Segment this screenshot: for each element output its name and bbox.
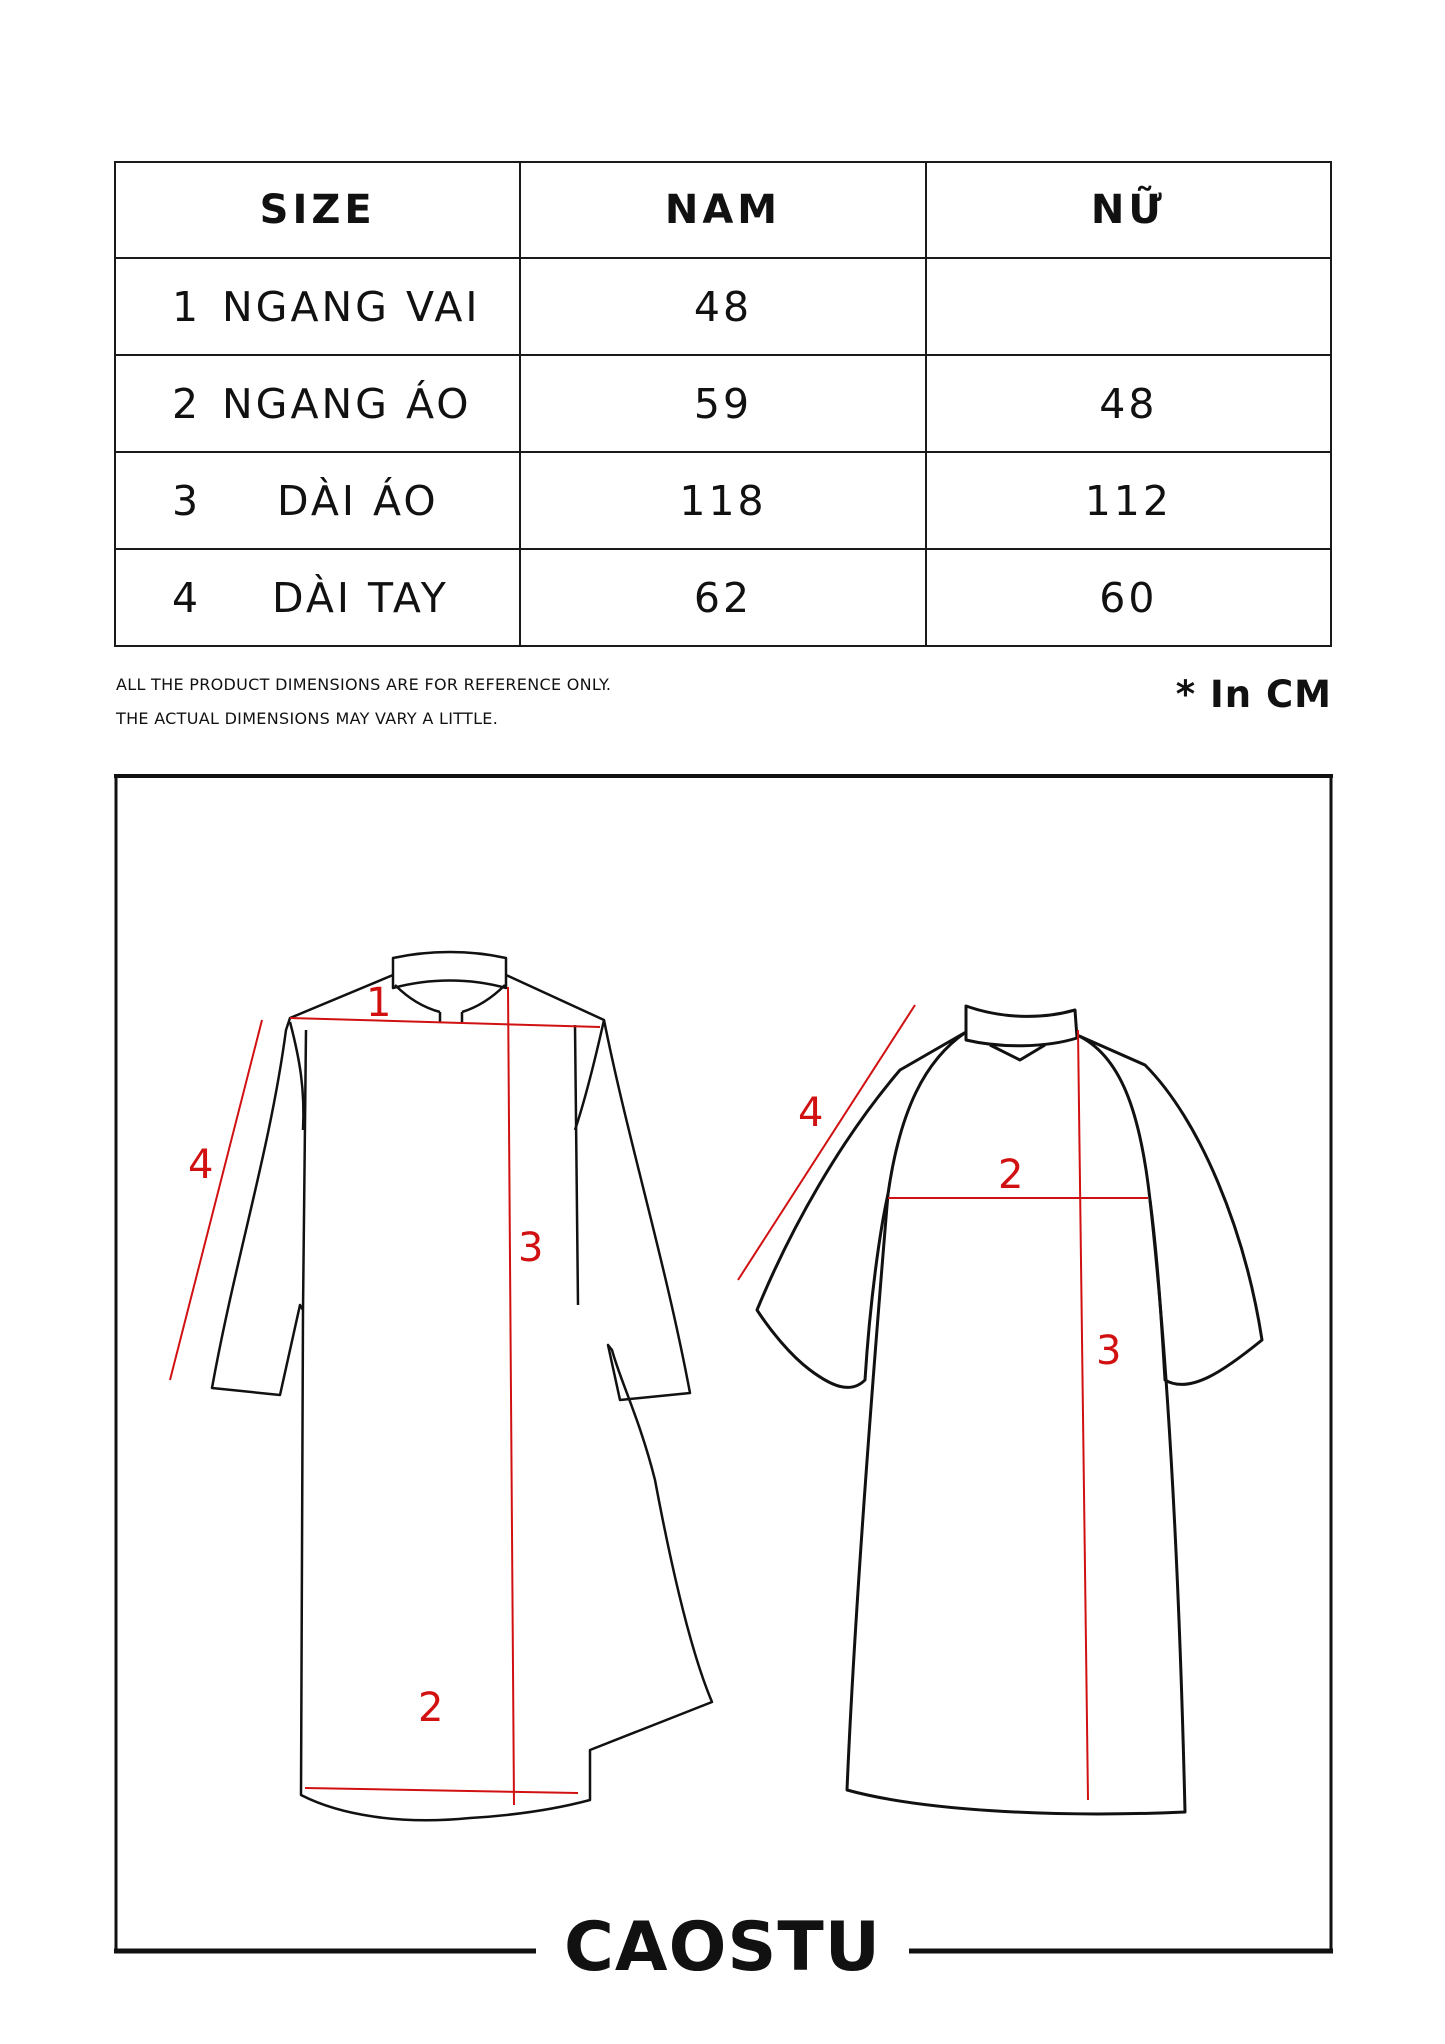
note-line-2: THE ACTUAL DIMENSIONS MAY VARY A LITTLE. [116, 709, 499, 728]
men-garment-drawing [212, 952, 712, 1820]
men-label-4: 4 [188, 1142, 214, 1188]
row-label: 4 DÀI TAY [115, 549, 520, 646]
header-nu: NỮ [926, 162, 1331, 258]
header-nam: NAM [520, 162, 925, 258]
women-label-4: 4 [798, 1090, 824, 1136]
cell-nam: 118 [520, 452, 925, 549]
brand-logo: CAOSTU [0, 1908, 1445, 1987]
cell-nu: 60 [926, 549, 1331, 646]
row-label: 1 NGANG VAI [115, 258, 520, 355]
men-label-1: 1 [366, 980, 392, 1026]
men-label-3: 3 [518, 1225, 544, 1271]
men-label-2: 2 [418, 1685, 444, 1731]
women-label-3: 3 [1096, 1328, 1122, 1374]
cell-nu: 48 [926, 355, 1331, 452]
women-label-2: 2 [998, 1152, 1024, 1198]
cell-nu: 112 [926, 452, 1331, 549]
unit-label: * In CM [1175, 673, 1332, 716]
row-label: 3 DÀI ÁO [115, 452, 520, 549]
header-size: SIZE [115, 162, 520, 258]
note-line-1: ALL THE PRODUCT DIMENSIONS ARE FOR REFERENCE ONLY. [116, 675, 612, 694]
cell-nam: 48 [520, 258, 925, 355]
men-measure-lines [170, 987, 600, 1805]
cell-nam: 59 [520, 355, 925, 452]
row-label: 2 NGANG ÁO [115, 355, 520, 452]
women-garment-drawing [757, 1006, 1262, 1814]
cell-nam: 62 [520, 549, 925, 646]
